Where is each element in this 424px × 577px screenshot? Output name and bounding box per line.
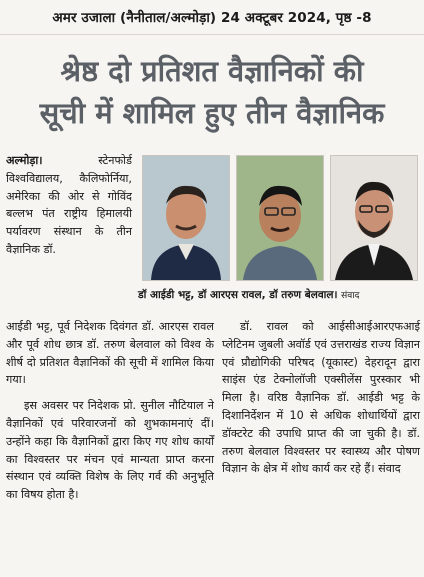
caption-credit: संवाद xyxy=(341,291,360,301)
sign-off: संवाद xyxy=(378,462,401,476)
portrait-2-image xyxy=(237,156,323,280)
article-column-left-top xyxy=(6,152,132,259)
newspaper-masthead: अमर उजाला (नैनीताल/अल्मोड़ा) 24 अक्टूबर 2024, पृष्ठ -8 xyxy=(0,0,424,35)
paragraph-3: डॉ. रावल को आईसीआईआरएफआई प्लेटिनम जुबली अवॉर्ड एवं उत्तराखंड राज्य विज्ञान एवं प्रौद्योगिकी परिषद (यूकास्ट) देहरादून द्वारा साइंस एंड टेक्नोलॉजी एक्सीलेंस पुरस्कार भी मिला है। वरिष्ठ वैज्ञानिक डॉ. आईडी भट्ट के दिशानिर्देशन में 10 से अधिक शोधार्थियों द्वारा डॉक्टरेट की उपाधि प्राप्त की जा चुकी है। डॉ. तरुण बेलवाल विश्वस्तर पर स्वास्थ्य और पोषण विज्ञान के क्षेत्र में शोध कार्य कर रहे हैं। xyxy=(222,320,420,476)
portrait-1-image xyxy=(143,156,229,280)
headline-line-1: श्रेष्ठ दो प्रतिशत वैज्ञानिकों की xyxy=(60,54,364,88)
paragraph-2: इस अवसर पर निदेशक प्रो. सुनील नौटियाल ने वैज्ञानिकों एवं परिवारजनों को शुभकामनाएं दीं। उन्होंने कहा कि वैज्ञानिकों द्वारा किए गए शोध कार्यों का विश्वस्तर पर मंचन एवं मान्यता प्राप्त करना संस्थान एवं व्यक्ति विशेष के लिए गर्व की अनुभूति का विषय होता है। xyxy=(6,399,214,502)
photo-caption xyxy=(138,286,422,305)
portrait-3-image xyxy=(331,156,417,280)
headline-line-2: सूची में शामिल हुए तीन वैज्ञानिक xyxy=(39,96,385,130)
scientist-photos xyxy=(138,155,420,283)
dateline: अल्मोड़ा। xyxy=(6,154,43,167)
caption-names: डॉ आईडी भट्ट, डॉ आरएस रावल, डॉ तरुण बेलवाल। xyxy=(138,289,338,301)
portrait-2-photo xyxy=(236,155,324,281)
portrait-1-photo xyxy=(142,155,230,281)
article-headline xyxy=(6,50,418,134)
article-column-right xyxy=(222,318,420,478)
article-column-left-bottom xyxy=(6,318,214,504)
paragraph-1-bottom: आईडी भट्ट, पूर्व निदेशक दिवंगत डॉ. आरएस रावल और पूर्व शोध छात्र डॉ. तरुण बेलवाल को विश्व के शीर्ष दो प्रतिशत वैज्ञानिकों की सूची में शामिल किया गया। xyxy=(6,320,214,387)
paragraph-1-top: स्टेनफोर्ड विश्वविद्यालय, कैलिफोर्निया, अमेरिका की ओर से गोविंद बल्लभ पंत राष्ट्रीय हिमालयी पर्यावरण संस्थान के तीन वैज्ञानिक डॉ. xyxy=(6,154,132,256)
portrait-3-photo xyxy=(330,155,418,281)
